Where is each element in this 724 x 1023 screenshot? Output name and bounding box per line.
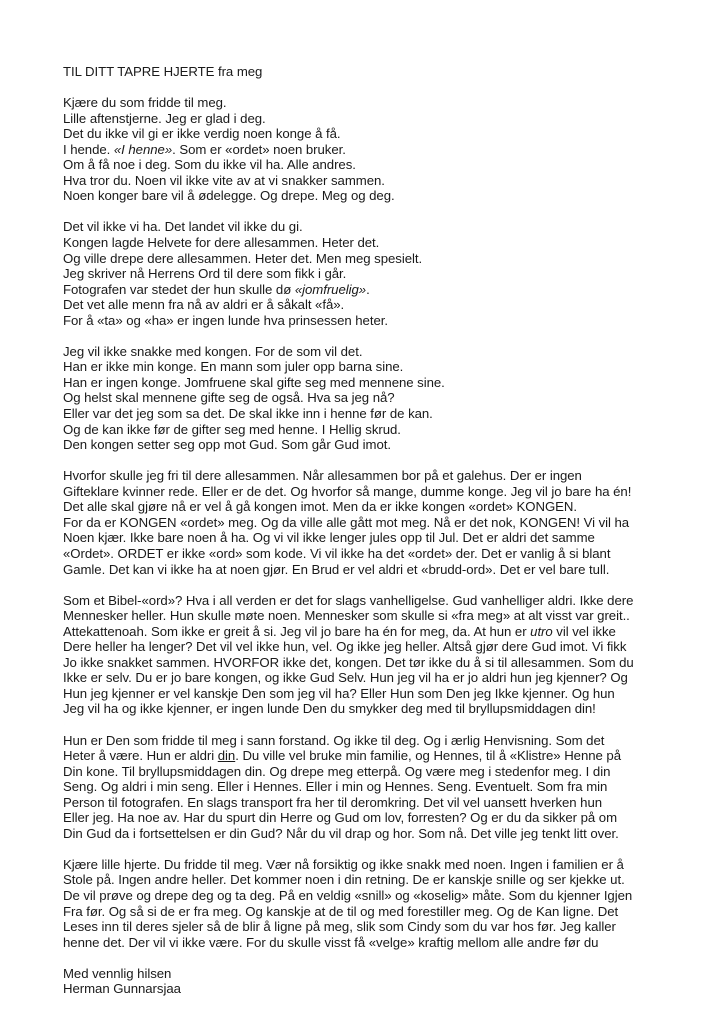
letter-line: Heter å være. Hun er aldri din. Du ville vel bruke min familie, og Hennes, til å «Klistre» Henne på: [63, 748, 621, 764]
letter-line: Kjære lille hjerte. Du fridde til meg. Vær nå forsiktig og ikke snakk med noen. Ingen i familien er å: [63, 856, 624, 872]
stanza-3: [63, 344, 703, 453]
letter-line: Det vil ikke vi ha. Det landet vil ikke du gi.: [63, 219, 303, 235]
letter-line: Jeg vil ikke snakke med kongen. For de som vil det.: [63, 343, 363, 359]
letter-closing: Med vennlig hilsen: [63, 965, 172, 981]
letter-line: Og de kan ikke før de gifter seg med henne. I Hellig skrud.: [63, 421, 401, 437]
letter-line: Leses inn til deres sjeler så de blir å ligne på meg, slik som Cindy som du var hos før. Jeg kaller: [63, 919, 616, 935]
italic-word: utro: [530, 623, 553, 639]
letter-line: Hun er Den som fridde til meg i sann forstand. Og ikke til deg. Og i ærlig Henvisning. Som det: [63, 732, 605, 748]
letter-line: Gamle. Det kan vi ikke ha at noen gjør. En Brud er vel aldri et «brudd-ord». Det er vel bare tull.: [63, 561, 610, 577]
letter-line: Dere heller ha lenger? Det vil vel ikke hun, vel. Og ikke jeg heller. Altså gjør dere Gud imot. Vi fikk: [63, 639, 627, 655]
letter-line: Hvorfor skulle jeg fri til dere allesammen. Når allesammen bor på et galehus. Der er ingen: [63, 468, 582, 484]
letter-line: Det du ikke vil gi er ikke verdig noen konge å få.: [63, 126, 341, 142]
letter-line: Fotografen var stedet der hun skulle dø «jomfruelig».: [63, 281, 370, 297]
paragraph-4: [63, 468, 703, 577]
paragraph-6: [63, 733, 703, 842]
paragraph-gap: [63, 453, 703, 469]
paragraph-gap: [63, 204, 703, 220]
paragraph-gap: [63, 841, 703, 857]
letter-line: De vil prøve og drepe deg og ta deg. På en veldig «snill» og «koselig» måte. Som du kjenner Igjen: [63, 887, 633, 903]
underlined-word: din: [217, 748, 236, 764]
letter-line: Det alle skal gjøre nå er vel å gå kongen imot. Men da er ikke kongen «ordet» KONGEN.: [63, 499, 577, 515]
letter-line: Din Gud da i fortsettelsen er din Gud? Når du vil drap og hor. Som nå. Det ville jeg tenkt litt over.: [63, 825, 619, 841]
letter-line: Og helst skal mennene gifte seg de også. Hva sa jeg nå?: [63, 390, 395, 406]
letter-line: For da er KONGEN «ordet» meg. Og da ville alle gått mot meg. Nå er det nok, KONGEN! Vi vil ha: [63, 514, 630, 530]
letter-line: Jeg vil ha og ikke kjenner, er ingen lunde Den du smykker deg med til bryllupsmiddagen din!: [63, 701, 596, 717]
letter-line: Og ville drepe dere allesammen. Heter det. Men meg spesielt.: [63, 250, 423, 266]
letter-line: Kjære du som fridde til meg.: [63, 95, 227, 111]
letter-title: TIL DITT TAPRE HJERTE fra meg: [63, 64, 263, 79]
letter-line: Gifteklare kvinner rede. Eller er de det. Og hvorfor så mange, dumme konge. Jeg vil jo bare ha én!: [63, 483, 632, 499]
letter-line: Eller var det jeg som sa det. De skal ikke inn i henne før de kan.: [63, 406, 433, 422]
letter-line: Din kone. Til bryllupsmiddagen din. Og drepe meg etterpå. Og være meg i stedenfor meg. I din: [63, 763, 611, 779]
paragraph-gap: [63, 717, 703, 733]
letter-line: Mennesker heller. Hun skulle møte noen. Mennesker som skulle si «fra meg» at alt visst var greit..: [63, 608, 630, 624]
italic-word: «I henne»: [113, 141, 173, 157]
italic-word: «jomfruelig»: [294, 281, 367, 297]
letter-line: Om å få noe i deg. Som du ikke vil ha. Alle andres.: [63, 157, 356, 173]
letter-line: Eller jeg. Ha noe av. Har du spurt din Herre og Gud om lov, forresten? Og er du da sikker på om: [63, 810, 618, 826]
letter-line: For å «ta» og «ha» er ingen lunde hva prinsessen heter.: [63, 312, 388, 328]
letter-line: Som et Bibel-«ord»? Hva i all verden er det for slags vanhelligelse. Gud vanhelliger aldri. Ikke dere: [63, 592, 634, 608]
letter-line: «Ordet». ORDET er ikke «ord» som kode. Vi vil ikke ha det «ordet» der. Det er vanlig å si blant: [63, 545, 611, 561]
letter-line: Attekattenoah. Som ikke er greit å si. Jeg vil jo bare ha én for meg, da. At hun er utro vil vel ikke: [63, 623, 616, 639]
paragraph-gap: [63, 577, 703, 593]
letter-line: Den kongen setter seg opp mot Gud. Som går Gud imot.: [63, 437, 391, 453]
letter-page: [63, 64, 703, 997]
letter-signature: Herman Gunnarsjaa: [63, 981, 181, 997]
paragraph-5: [63, 593, 703, 717]
letter-line: Det vet alle menn fra nå av aldri er å såkalt «få».: [63, 297, 345, 313]
letter-line: Jo ikke snakket sammen. HVORFOR ikke det, kongen. Det tør ikke du å si til allesammen. Som du: [63, 654, 634, 670]
letter-line: Jeg skriver nå Herrens Ord til dere som fikk i går.: [63, 266, 347, 282]
letter-line: Han er ikke min konge. En mann som juler opp barna sine.: [63, 359, 404, 375]
letter-line: henne det. Der vil vi ikke være. For du skulle visst få «velge» kraftig mellom alle andre før du: [63, 934, 599, 950]
paragraph-gap: [63, 328, 703, 344]
letter-line: Lille aftenstjerne. Jeg er glad i deg.: [63, 110, 266, 126]
paragraph-7: [63, 857, 703, 950]
stanza-2: [63, 219, 703, 328]
letter-line: Ikke er selv. Du er jo bare kongen, og ikke Gud Selv. Hun jeg vil ha er jo aldri hun jeg kjenner? Og: [63, 670, 628, 686]
letter-line: Hun jeg kjenner er vel kanskje Den som jeg vil ha? Eller Hun som Den jeg Ikke kjenner. Og hun: [63, 685, 615, 701]
letter-line: I hende. «I henne». Som er «ordet» noen bruker.: [63, 141, 346, 157]
paragraph-gap: [63, 950, 703, 966]
letter-line: Stole på. Ingen andre heller. Det kommer noen i din retning. De er kanskje snille og ser kjekke ut.: [63, 872, 625, 888]
letter-line: Han er ingen konge. Jomfruene skal gifte seg med mennene sine.: [63, 374, 445, 390]
letter-line: Fra før. Og så si de er fra meg. Og kanskje at de til og med forestiller meg. Og de Kan ligne. Det: [63, 903, 619, 919]
letter-line: Kongen lagde Helvete for dere allesammen. Heter det.: [63, 235, 380, 251]
letter-line: Person til fotografen. En slags transport fra her til deromkring. Det vil vel uansett hverken hun: [63, 794, 603, 810]
letter-line: Seng. Og aldri i min seng. Eller i Hennes. Eller i min og Hennes. Seng. Eventuelt. Som fra min: [63, 779, 608, 795]
stanza-1: [63, 95, 703, 204]
letter-line: Hva tror du. Noen vil ikke vite av at vi snakker sammen.: [63, 172, 385, 188]
letter-line: Noen konger bare vil å ødelegge. Og drepe. Meg og deg.: [63, 188, 395, 204]
letter-closing-block: [63, 966, 703, 997]
letter-line: Noen kjær. Ikke bare noen å ha. Og vi vil ikke lenger jules opp til Jul. Det er aldri det samme: [63, 530, 595, 546]
